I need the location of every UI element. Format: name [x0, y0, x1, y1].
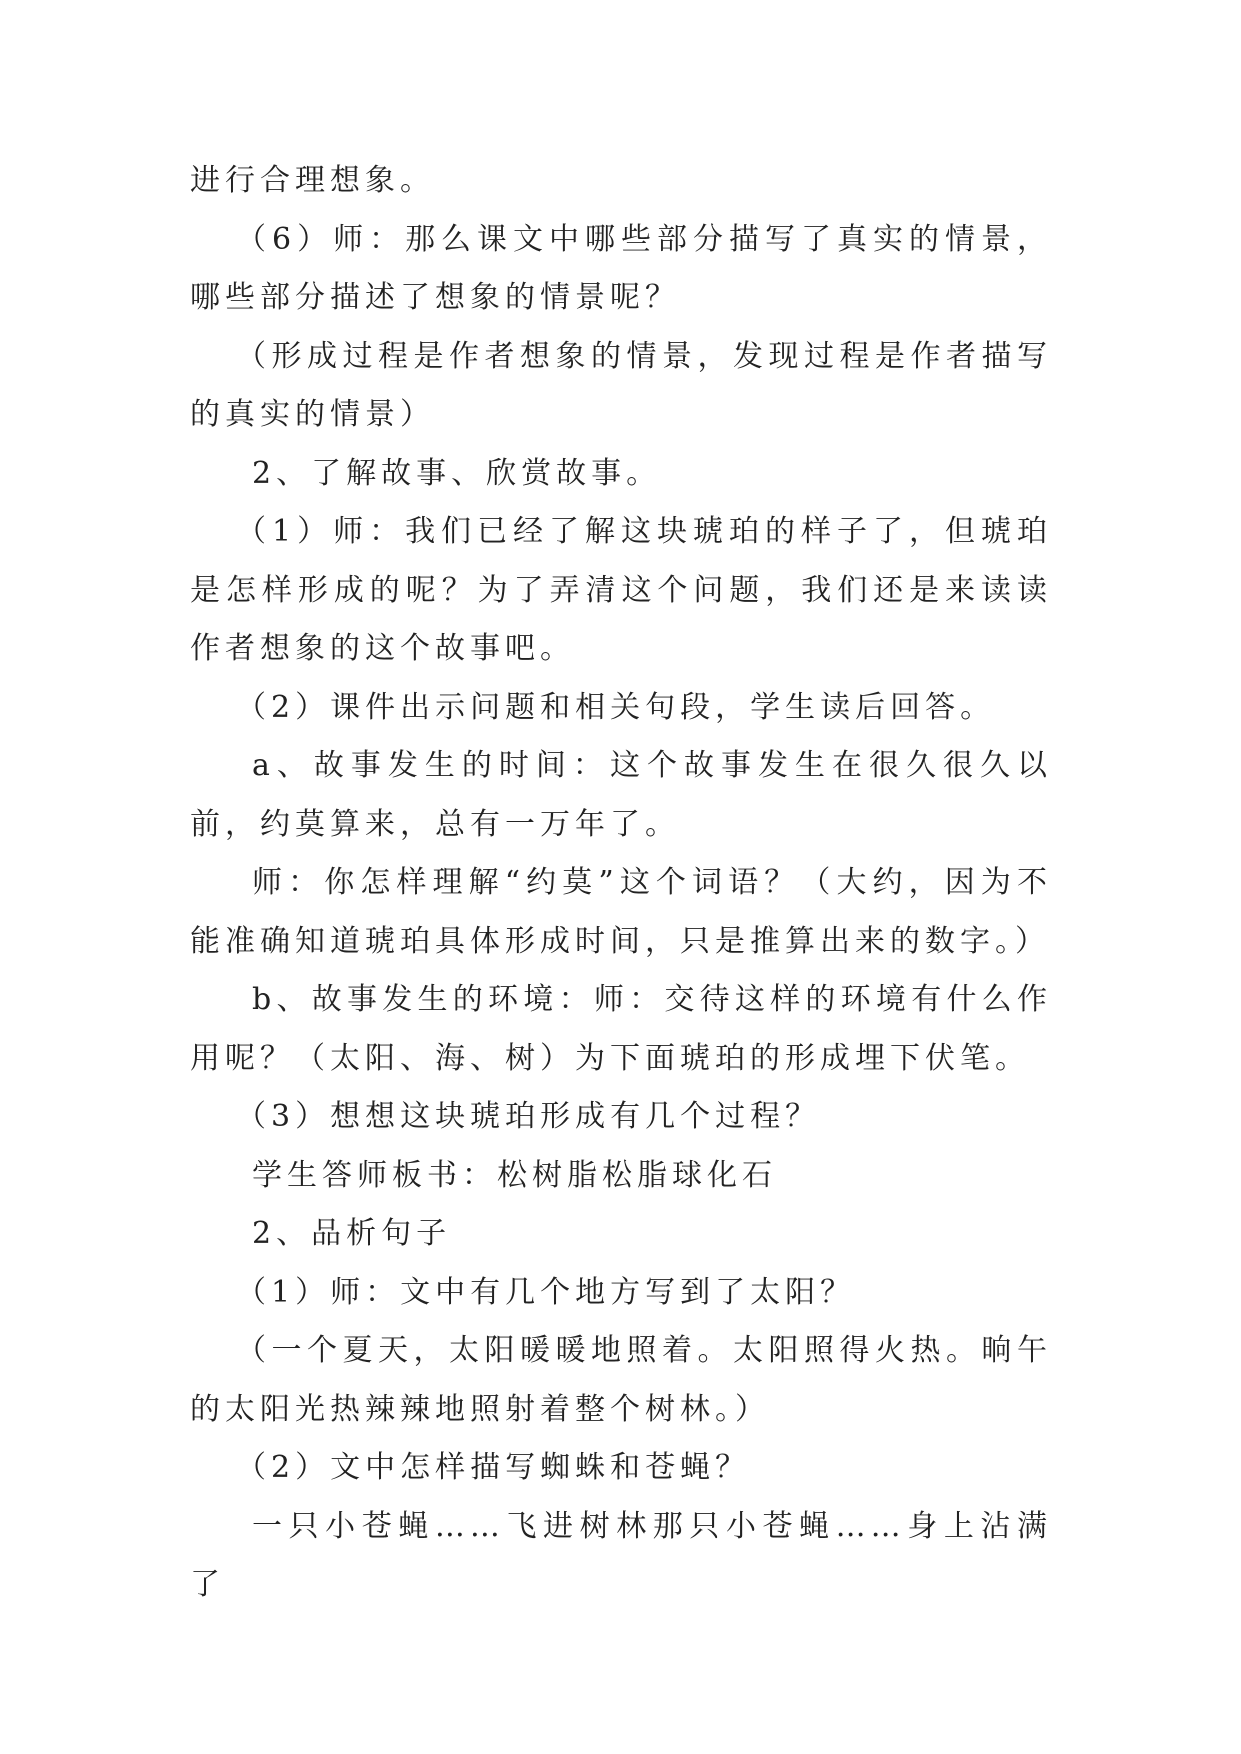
paragraph: （1）师：文中有几个地方写到了太阳？: [236, 1274, 856, 1310]
paragraph: （2）文中怎样描写蜘蛛和苍蝇？: [236, 1450, 751, 1485]
paragraph: a、故事发生的时间：这个故事发生在很久很久以前，约莫算来，总有一万年了。: [190, 748, 1052, 842]
paragraph: （1）师：我们已经了解这块琥珀的样子了，但琥珀是怎样形成的呢？为了弄清这个问题，我们还是来读读作者想象的这个故事吧。: [190, 514, 1052, 666]
paragraph: 学生答师板书：松树脂松脂球化石: [252, 1157, 777, 1193]
section-heading: 2、了解故事、欣赏故事。: [252, 455, 662, 491]
paragraph: （一个夏天，太阳暖暖地照着。太阳照得火热。晌午的太阳光热辣辣地照射着整个树林。）: [190, 1333, 1052, 1427]
paragraph: 一只小苍蝇……飞进树林那只小苍蝇……身上沾满了: [190, 1508, 1052, 1602]
paragraph: 进行合理想象。: [190, 163, 435, 198]
document-body: [190, 152, 1052, 1615]
section-heading: 2、品析句子: [252, 1216, 452, 1251]
paragraph: （2）课件出示问题和相关句段，学生读后回答。: [236, 689, 996, 725]
paragraph: （6）师：那么课文中哪些部分描写了真实的情景，哪些部分描述了想象的情景呢？: [190, 221, 1052, 315]
paragraph: （形成过程是作者想象的情景，发现过程是作者描写的真实的情景）: [190, 338, 1052, 432]
paragraph: 师：你怎样理解“约莫”这个词语？（大约，因为不能准确知道琥珀具体形成时间，只是推算出来的数字。）: [190, 865, 1052, 959]
paragraph: b、故事发生的环境：师：交待这样的环境有什么作用呢？（太阳、海、树）为下面琥珀的形成埋下伏笔。: [190, 982, 1052, 1076]
paragraph: （3）想想这块琥珀形成有几个过程？: [236, 1099, 821, 1134]
